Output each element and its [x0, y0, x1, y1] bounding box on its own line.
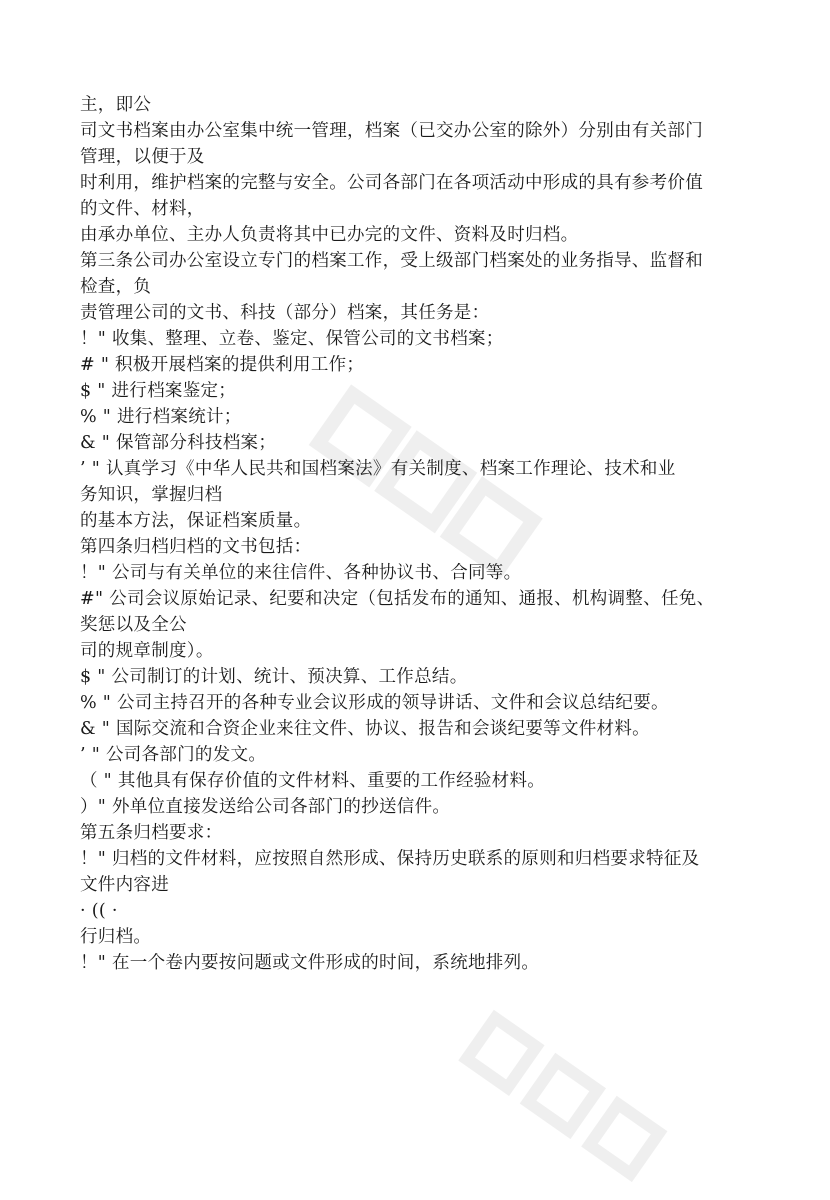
text-line: 时利用，维护档案的完整与安全。公司各部门在各项活动中形成的具有参考价值: [80, 173, 703, 193]
list-item: ）" 外单位直接发送给公司各部门的抄送信件。: [80, 797, 451, 817]
text-line: 主，即公: [80, 95, 152, 115]
article-heading-3: 第三条公司办公室设立专门的档案工作，受上级部门档案处的业务指导、监督和: [80, 251, 703, 271]
text-line: 务知识，掌握归档: [80, 485, 223, 505]
text-line: 责管理公司的文书、科技（部分）档案，其任务是：: [80, 303, 490, 323]
text-line: 的文件、材料，: [80, 199, 205, 219]
article-heading-5: 第五条归档要求：: [80, 823, 223, 843]
text-line: 司文书档案由办公室集中统一管理，档案（已交办公室的除外）分别由有关部门: [80, 121, 703, 141]
text-line: 行归档。: [80, 927, 152, 947]
list-item: #" 公司会议原始记录、纪要和决定（包括发布的通知、通报、机构调整、任免、: [80, 589, 715, 609]
list-item: ！" 公司与有关单位的来往信件、各种协议书、合同等。: [80, 563, 522, 583]
list-item: % " 进行档案统计；: [80, 407, 242, 427]
list-item: & " 保管部分科技档案；: [80, 433, 277, 453]
article-heading-4: 第四条归档归档的文书包括：: [80, 537, 312, 557]
text-line: 由承办单位、主办人负责将其中已办完的文件、资料及时归档。: [80, 225, 579, 245]
text-line: 管理，以便于及: [80, 147, 205, 167]
text-line: · (( ·: [80, 901, 118, 921]
list-item: # " 积极开展档案的提供利用工作；: [80, 355, 365, 375]
list-item: ！" 在一个卷内要按问题或文件形成的时间，系统地排列。: [80, 953, 540, 973]
list-item: ！" 收集、整理、立卷、鉴定、保管公司的文书档案；: [80, 329, 504, 349]
watermark-stamp-icon-secondary: [430, 1000, 690, 1200]
text-line: 的基本方法，保证档案质量。: [80, 511, 312, 531]
text-line: 司的规章制度）。: [80, 641, 214, 661]
list-item: % " 公司主持召开的各种专业会议形成的领导讲话、文件和会议总结纪要。: [80, 693, 669, 713]
text-line: 奖惩以及全公: [80, 615, 187, 635]
list-item: $ " 公司制订的计划、统计、预决算、工作总结。: [80, 667, 468, 687]
text-line: 检查，负: [80, 277, 152, 297]
document-body: [80, 92, 760, 976]
list-item: $ " 进行档案鉴定；: [80, 381, 237, 401]
list-item: ’ " 认真学习《中华人民共和国档案法》有关制度、档案工作理论、技术和业: [80, 459, 676, 479]
list-item: ！" 归档的文件材料，应按照自然形成、保持历史联系的原则和归档要求特征及: [80, 849, 700, 869]
list-item: ’ " 公司各部门的发文。: [80, 745, 267, 765]
text-line: 文件内容进: [80, 875, 169, 895]
list-item: （ " 其他具有保存价值的文件材料、重要的工作经验材料。: [80, 771, 546, 791]
list-item: & " 国际交流和合资企业来往文件、协议、报告和会谈纪要等文件材料。: [80, 719, 650, 739]
